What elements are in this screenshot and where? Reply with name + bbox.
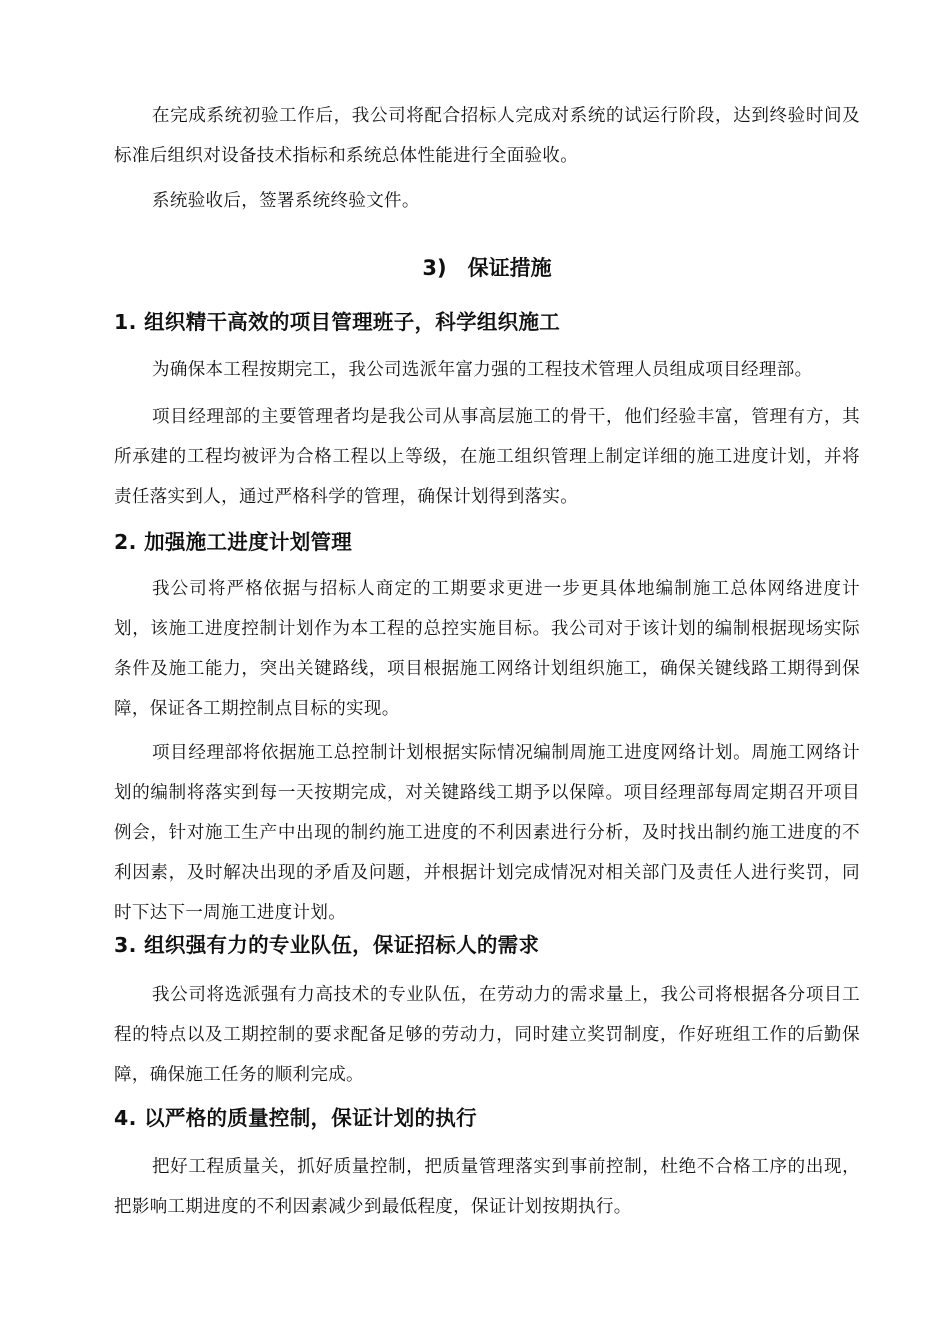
section-3-paragraph-1: 我公司将选派强有力高技术的专业队伍，在劳动力的需求量上，我公司将根据各分项目工程的特点以及工期控制的要求配备足够的劳动力，同时建立奖罚制度，作好班组工作的后勤保障，确保施工任务的顺利完成。 (114, 985, 860, 1085)
heading-1: 1. 组织精干高效的项目管理班子，科学组织施工 (114, 310, 561, 334)
section-2-paragraph-2: 项目经理部将依据施工总控制计划根据实际情况编制周施工进度网络计划。周施工网络计划的编制将落实到每一天按期完成，对关键路线工期予以保障。项目经理部每周定期召开项目例会，针对施工生产中出现的制约施工进度的不利因素进行分析，及时找出制约施工进度的不利因素，及时解决出现的矛盾及问题，并根据计划完成情况对相关部门及责任人进行奖罚，同时下达下一周施工进度计划。 (114, 743, 860, 923)
intro-paragraph-acceptance: 在完成系统初验工作后，我公司将配合招标人完成对系统的试运行阶段，达到终验时间及标准后组织对设备技术指标和系统总体性能进行全面验收。 (114, 106, 860, 166)
section-1-paragraph-1: 为确保本工程按期完工，我公司选派年富力强的工程技术管理人员组成项目经理部。 (152, 360, 813, 380)
heading-3: 3. 组织强有力的专业队伍，保证招标人的需求 (114, 933, 540, 957)
section-2-paragraph-1: 我公司将严格依据与招标人商定的工期要求更进一步更具体地编制施工总体网络进度计划，该施工进度控制计划作为本工程的总控实施目标。我公司对于该计划的编制根据现场实际条件及施工能力，突出关键路线，项目根据施工网络计划组织施工，确保关键线路工期得到保障，保证各工期控制点目标的实现。 (114, 579, 860, 719)
section-1-paragraph-2: 项目经理部的主要管理者均是我公司从事高层施工的骨干，他们经验丰富，管理有方，其所承建的工程均被评为合格工程以上等级，在施工组织管理上制定详细的施工进度计划，并将责任落实到人，通过严格科学的管理，确保计划得到落实。 (114, 407, 860, 507)
heading-2: 2. 加强施工进度计划管理 (114, 530, 353, 554)
section-4-paragraph-1: 把好工程质量关，抓好质量控制，把质量管理落实到事前控制，杜绝不合格工序的出现，把影响工期进度的不利因素减少到最低程度，保证计划按期执行。 (114, 1157, 860, 1217)
intro-paragraph-final-acceptance: 系统验收后，签署系统终验文件。 (152, 191, 420, 211)
section-title: 3) 保证措施 (422, 256, 552, 280)
heading-4: 4. 以严格的质量控制，保证计划的执行 (114, 1106, 477, 1130)
